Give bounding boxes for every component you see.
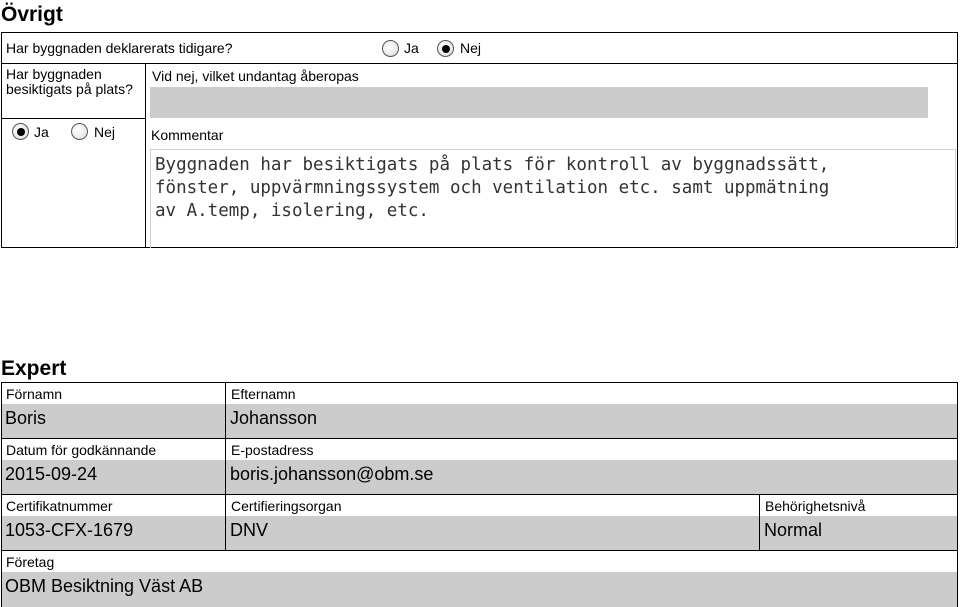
divider — [1, 118, 146, 119]
last-name-label: Efternamn — [231, 386, 296, 402]
last-name-field[interactable] — [226, 404, 957, 438]
comment-line: av A.temp, isolering, etc. — [155, 201, 429, 221]
approval-date-field[interactable] — [2, 460, 225, 494]
declared-yes-label: Ja — [404, 40, 419, 56]
comment-line: Byggnaden har besiktigats på plats för kontroll av byggnadssätt, — [155, 155, 830, 175]
cert-number-field[interactable] — [2, 516, 225, 550]
comment-line: fönster, uppvärmningssystem och ventilation etc. samt uppmätning — [155, 178, 830, 198]
inspected-yes-radio[interactable] — [12, 123, 29, 140]
first-name-label: Förnamn — [6, 386, 63, 402]
email-label: E-postadress — [231, 442, 314, 458]
exception-field[interactable] — [150, 87, 928, 118]
approval-date-value: 2015-09-24 — [5, 464, 98, 484]
company-value: OBM Besiktning Väst AB — [5, 576, 204, 596]
section-title-ovrigt: Övrigt — [1, 3, 63, 26]
first-name-field[interactable] — [2, 404, 225, 438]
declared-yes-radio[interactable] — [382, 40, 399, 57]
divider — [1, 550, 958, 551]
comment-field[interactable] — [150, 149, 956, 248]
cert-body-field[interactable] — [226, 516, 759, 550]
divider — [1, 438, 958, 439]
first-name-value: Boris — [5, 408, 47, 428]
email-value: boris.johansson@obm.se — [230, 464, 434, 484]
approval-date-label: Datum för godkännande — [6, 442, 157, 458]
declared-question: Har byggnaden deklarerats tidigare? — [6, 40, 233, 56]
inspected-question-line1: Har byggnaden — [6, 66, 102, 82]
email-field[interactable] — [226, 460, 957, 494]
inspected-no-radio[interactable] — [71, 123, 88, 140]
company-field[interactable] — [2, 572, 957, 607]
level-field[interactable] — [760, 516, 957, 550]
company-label: Företag — [6, 554, 55, 570]
declared-no-label: Nej — [460, 40, 482, 56]
inspected-question-line2: besiktigats på plats? — [6, 81, 133, 97]
last-name-value: Johansson — [230, 408, 318, 428]
cert-body-value: DNV — [230, 520, 269, 540]
cert-body-label: Certifieringsorgan — [231, 498, 342, 514]
level-value: Normal — [764, 520, 823, 540]
declared-no-radio[interactable] — [437, 40, 454, 57]
inspected-no-label: Nej — [94, 124, 116, 140]
level-label: Behörighetsnivå — [765, 498, 866, 514]
inspected-yes-label: Ja — [34, 124, 49, 140]
exception-label: Vid nej, vilket undantag åberopas — [152, 68, 359, 84]
section-title-expert: Expert — [1, 357, 67, 380]
cert-number-value: 1053-CFX-1679 — [5, 520, 134, 540]
divider — [1, 494, 958, 495]
comment-label: Kommentar — [151, 127, 224, 143]
divider — [145, 63, 146, 248]
cert-number-label: Certifikatnummer — [6, 498, 113, 514]
